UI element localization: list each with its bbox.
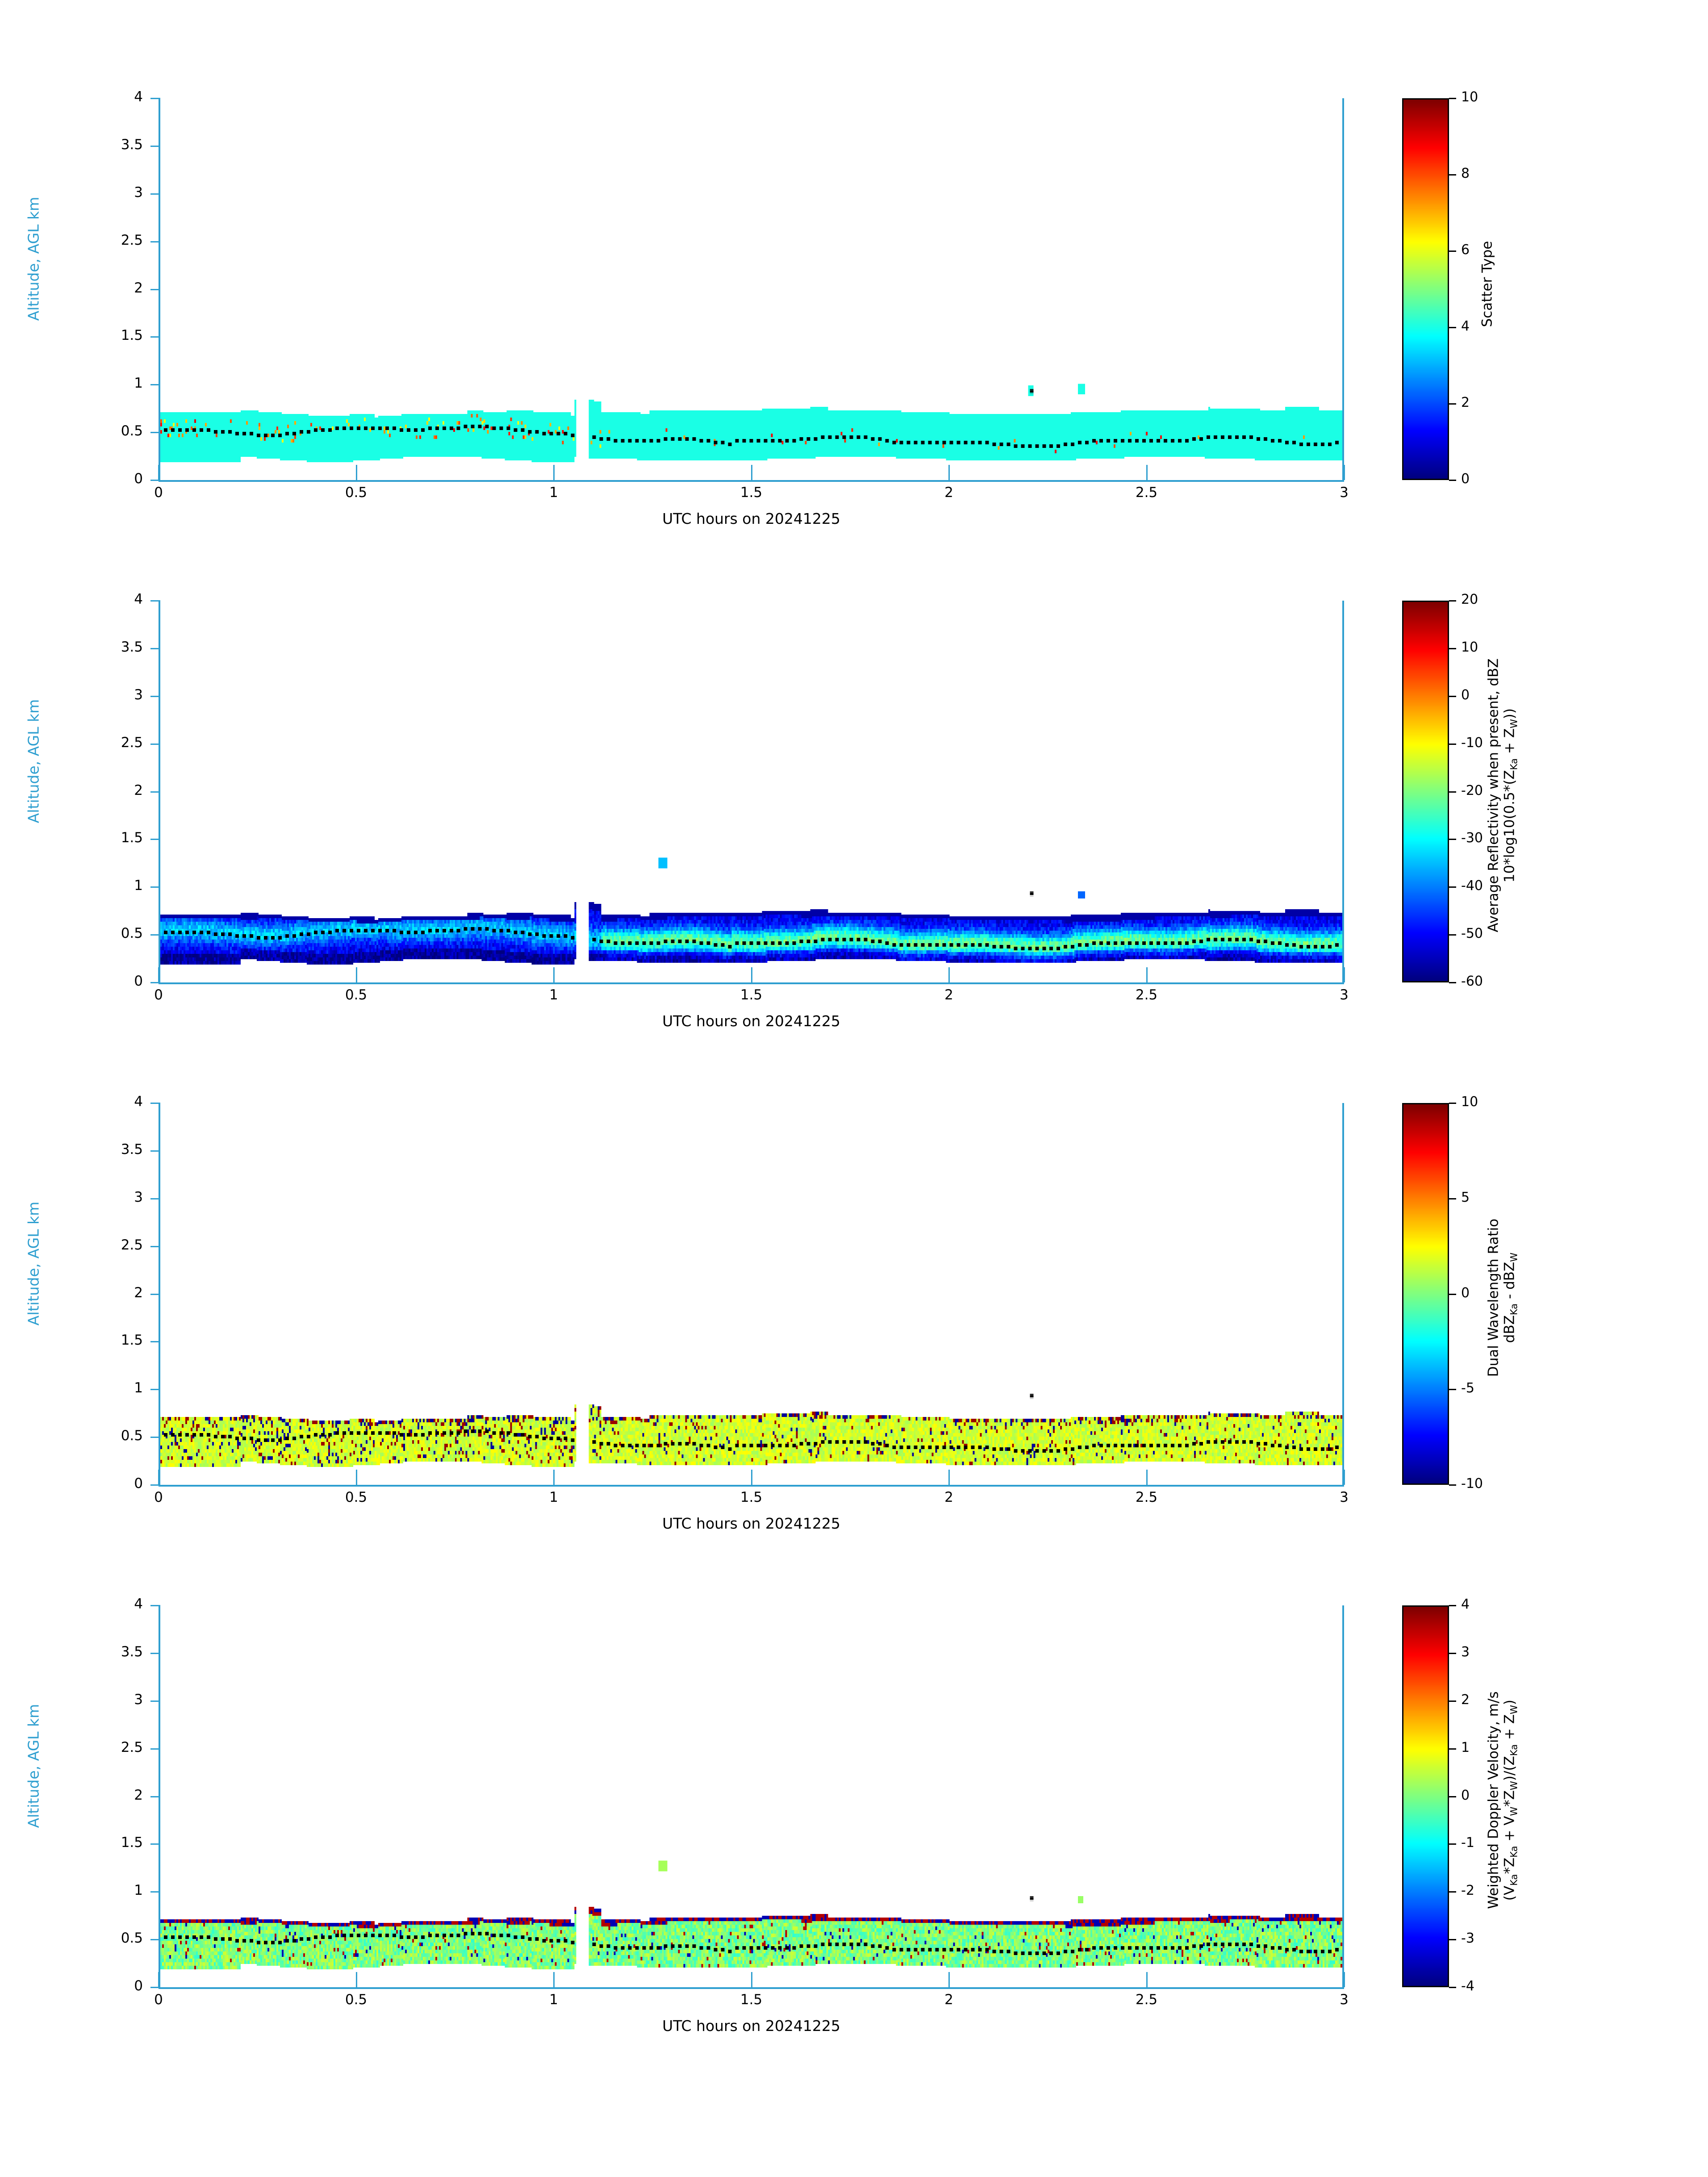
x-tick-label: 1	[549, 1992, 558, 2008]
x-axis-2	[159, 1485, 1344, 1487]
colorbar-tick-label: 3	[1461, 1644, 1470, 1660]
y-tick-label: 1	[134, 1380, 143, 1396]
heatmap-canvas-holder-2	[160, 1103, 1342, 1485]
colorbar-tick	[1449, 1748, 1456, 1750]
colorbar-tick	[1449, 327, 1456, 328]
x-tick-label: 2.5	[1135, 987, 1158, 1003]
panel-scatter-type	[0, 80, 1708, 581]
right-spine-3	[1342, 1605, 1344, 1987]
x-tick	[356, 465, 357, 480]
colorbar-gradient-2	[1403, 1104, 1448, 1483]
colorbar-tick-label: 0	[1461, 1285, 1470, 1301]
x-tick	[1344, 1470, 1345, 1485]
y-tick	[150, 934, 160, 936]
colorbar-tick-label: -3	[1461, 1930, 1474, 1947]
colorbar-tick-label: 0	[1461, 1787, 1470, 1803]
y-tick	[150, 1389, 160, 1390]
x-tick	[751, 465, 752, 480]
heatmap-1	[160, 601, 1342, 982]
colorbar-gradient-3	[1403, 1607, 1448, 1986]
y-tick	[150, 1103, 160, 1104]
colorbar-tick	[1449, 1987, 1456, 1988]
y-tick-label: 0.5	[121, 1930, 143, 1947]
right-spine-0	[1342, 98, 1344, 480]
y-tick	[150, 193, 160, 195]
y-tick	[150, 146, 160, 147]
y-tick-label: 2	[134, 280, 143, 296]
x-tick-label: 1	[549, 987, 558, 1003]
y-tick	[150, 1605, 160, 1606]
y-tick	[150, 744, 160, 745]
colorbar-tick-label: 10	[1461, 639, 1478, 655]
x-tick	[751, 1470, 752, 1485]
colorbar-tick	[1449, 1198, 1456, 1199]
y-tick-label: 0	[134, 1475, 143, 1492]
x-tick	[1146, 967, 1148, 982]
y-tick	[150, 696, 160, 697]
x-axis-label-1: UTC hours on 20241225	[662, 1012, 840, 1030]
x-tick-label: 1.5	[740, 987, 763, 1003]
y-tick	[150, 1150, 160, 1152]
colorbar-tick-label: 1	[1461, 1739, 1470, 1755]
y-tick	[150, 1653, 160, 1654]
colorbar-tick-label: 2	[1461, 395, 1470, 410]
colorbar-tick-label: 2	[1461, 1692, 1470, 1708]
colorbar-tick-label: 10	[1461, 1094, 1478, 1110]
x-tick	[356, 967, 357, 982]
x-tick	[553, 1470, 555, 1485]
x-tick	[1146, 1470, 1148, 1485]
colorbar-tick	[1449, 600, 1456, 602]
x-tick-label: 2.5	[1135, 1992, 1158, 2008]
y-tick	[150, 98, 160, 99]
y-tick-label: 2.5	[121, 1237, 143, 1253]
y-tick-label: 1	[134, 1882, 143, 1899]
y-tick-label: 4	[134, 1094, 143, 1110]
colorbar-tick	[1449, 403, 1456, 405]
colorbar-title-0: Scatter Type	[1479, 241, 1495, 327]
y-tick-label: 0.5	[121, 925, 143, 942]
heatmap-2	[160, 1103, 1342, 1485]
y-tick	[150, 1891, 160, 1893]
heatmap-canvas-holder-0	[160, 98, 1342, 480]
colorbar-tick	[1449, 480, 1456, 481]
colorbar-tick-label: -1	[1461, 1835, 1474, 1851]
x-tick-label: 2	[944, 1992, 953, 2008]
y-tick	[150, 1198, 160, 1199]
colorbar-tick-label: 10	[1461, 89, 1478, 105]
y-tick	[150, 1939, 160, 1940]
colorbar-tick	[1449, 696, 1456, 697]
y-tick-label: 2.5	[121, 734, 143, 751]
x-axis-label-0: UTC hours on 20241225	[662, 510, 840, 527]
colorbar-tick-label: -10	[1461, 1476, 1483, 1492]
colorbar-tick	[1449, 1891, 1456, 1893]
colorbar-tick-label: -20	[1461, 782, 1483, 798]
x-tick	[751, 967, 752, 982]
x-tick	[158, 465, 159, 480]
x-tick	[356, 1972, 357, 1987]
heatmap-canvas-holder-1	[160, 601, 1342, 982]
heatmap-canvas-holder-3	[160, 1605, 1342, 1987]
colorbar-tick	[1449, 1294, 1456, 1295]
x-tick-label: 1	[549, 1489, 558, 1505]
colorbar-2	[1402, 1103, 1449, 1485]
y-tick	[150, 1796, 160, 1797]
y-tick-label: 3.5	[121, 1643, 143, 1660]
x-tick	[553, 465, 555, 480]
x-axis-3	[159, 1987, 1344, 1989]
colorbar-1	[1402, 601, 1449, 982]
x-tick	[948, 465, 950, 480]
y-axis-label-1: Altitude, AGL km	[25, 699, 42, 823]
colorbar-tick-label: -30	[1461, 830, 1483, 846]
x-tick	[1146, 1972, 1148, 1987]
y-tick-label: 3.5	[121, 639, 143, 655]
y-tick	[150, 791, 160, 793]
x-tick	[1344, 967, 1345, 982]
panel-dwr	[0, 1085, 1708, 1585]
x-tick	[158, 1972, 159, 1987]
y-tick	[150, 432, 160, 433]
x-tick	[553, 967, 555, 982]
colorbar-tick-label: -40	[1461, 878, 1483, 894]
colorbar-tick	[1449, 174, 1456, 175]
colorbar-tick	[1449, 98, 1456, 99]
y-axis-label-3: Altitude, AGL km	[25, 1704, 42, 1828]
y-tick	[150, 1843, 160, 1845]
colorbar-tick	[1449, 791, 1456, 793]
y-tick-label: 1	[134, 375, 143, 392]
colorbar-tick	[1449, 1103, 1456, 1104]
y-tick	[150, 1748, 160, 1750]
colorbar-tick	[1449, 982, 1456, 983]
x-tick	[948, 1972, 950, 1987]
colorbar-tick	[1449, 886, 1456, 888]
x-tick-label: 2	[944, 485, 953, 501]
y-tick-label: 0	[134, 1978, 143, 1994]
y-tick-label: 4	[134, 591, 143, 607]
panel-reflectivity	[0, 583, 1708, 1083]
y-tick	[150, 289, 160, 290]
y-tick-label: 3.5	[121, 136, 143, 153]
colorbar-gradient-0	[1403, 100, 1448, 479]
colorbar-tick-label: -5	[1461, 1380, 1474, 1396]
x-tick	[356, 1470, 357, 1485]
y-tick	[150, 886, 160, 888]
y-tick-label: 0.5	[121, 423, 143, 439]
colorbar-gradient-1	[1403, 602, 1448, 981]
colorbar-tick-label: -50	[1461, 926, 1483, 942]
colorbar-tick-label: -60	[1461, 974, 1483, 989]
colorbar-tick	[1449, 251, 1456, 252]
y-tick-label: 0	[134, 973, 143, 989]
colorbar-0	[1402, 98, 1449, 480]
y-tick-label: 2	[134, 1787, 143, 1803]
y-tick-label: 4	[134, 89, 143, 105]
colorbar-tick	[1449, 1939, 1456, 1940]
x-tick-label: 0	[154, 1992, 163, 2008]
y-tick	[150, 839, 160, 840]
x-tick	[948, 967, 950, 982]
x-tick-label: 0	[154, 987, 163, 1003]
x-axis-1	[159, 982, 1344, 984]
colorbar-tick	[1449, 744, 1456, 745]
y-tick	[150, 1437, 160, 1438]
x-tick	[158, 967, 159, 982]
x-tick-label: 2	[944, 1489, 953, 1505]
x-tick-label: 3	[1340, 987, 1349, 1003]
y-tick	[150, 336, 160, 338]
colorbar-tick	[1449, 1843, 1456, 1845]
heatmap-0	[160, 98, 1342, 480]
right-spine-1	[1342, 601, 1344, 982]
y-tick-label: 1.5	[121, 1834, 143, 1851]
x-tick-label: 0	[154, 1489, 163, 1505]
x-tick-label: 3	[1340, 1992, 1349, 2008]
y-tick-label: 2	[134, 1284, 143, 1301]
x-tick-label: 3	[1340, 485, 1349, 501]
colorbar-tick	[1449, 1701, 1456, 1702]
colorbar-tick	[1449, 1605, 1456, 1606]
y-tick-label: 3	[134, 1691, 143, 1708]
colorbar-tick	[1449, 648, 1456, 649]
colorbar-tick-label: 6	[1461, 242, 1470, 258]
y-tick	[150, 1294, 160, 1295]
x-axis-label-2: UTC hours on 20241225	[662, 1515, 840, 1532]
x-tick	[948, 1470, 950, 1485]
x-tick-label: 0.5	[345, 485, 367, 501]
x-tick-label: 3	[1340, 1489, 1349, 1505]
x-tick	[1344, 1972, 1345, 1987]
y-tick	[150, 241, 160, 242]
y-tick-label: 1.5	[121, 830, 143, 846]
colorbar-title-2: Dual Wavelength Ratio dBZ$_{Ka}$ - dBZ$_W$	[1485, 1218, 1520, 1377]
x-axis-label-3: UTC hours on 20241225	[662, 2017, 840, 2035]
colorbar-tick	[1449, 1484, 1456, 1486]
colorbar-tick-label: 0	[1461, 687, 1470, 703]
x-tick-label: 2.5	[1135, 1489, 1158, 1505]
x-tick	[158, 1470, 159, 1485]
colorbar-tick-label: 8	[1461, 166, 1470, 181]
colorbar-tick-label: -2	[1461, 1883, 1474, 1899]
y-tick-label: 3	[134, 1189, 143, 1205]
colorbar-title-3: Weighted Doppler Velocity, m/s $(V_{Ka}*Z_{Ka} + V_W*Z_W)/(Z_{Ka} + Z_W)$	[1485, 1691, 1520, 1909]
y-tick-label: 3.5	[121, 1141, 143, 1157]
y-tick-label: 3	[134, 184, 143, 201]
colorbar-tick-label: 0	[1461, 471, 1470, 487]
colorbar-tick-label: 5	[1461, 1189, 1470, 1205]
x-tick	[1146, 465, 1148, 480]
y-tick-label: 2	[134, 782, 143, 798]
y-tick	[150, 1341, 160, 1342]
x-tick	[553, 1972, 555, 1987]
x-tick-label: 2.5	[1135, 485, 1158, 501]
colorbar-tick-label: -4	[1461, 1978, 1474, 1994]
x-tick	[1344, 465, 1345, 480]
y-tick	[150, 384, 160, 385]
y-tick-label: 1	[134, 877, 143, 894]
y-tick-label: 3	[134, 686, 143, 703]
colorbar-tick	[1449, 1796, 1456, 1797]
colorbar-tick-label: 4	[1461, 318, 1470, 334]
y-tick-label: 0.5	[121, 1428, 143, 1444]
x-tick-label: 0.5	[345, 1489, 367, 1505]
colorbar-tick	[1449, 934, 1456, 936]
x-tick-label: 0	[154, 485, 163, 501]
x-tick-label: 1	[549, 485, 558, 501]
y-tick-label: 1.5	[121, 327, 143, 344]
y-tick	[150, 1701, 160, 1702]
x-tick	[751, 1972, 752, 1987]
panel-doppler	[0, 1588, 1708, 2088]
colorbar-tick-label: -10	[1461, 735, 1483, 751]
heatmap-3	[160, 1605, 1342, 1987]
x-axis-0	[159, 480, 1344, 482]
y-tick-label: 2.5	[121, 232, 143, 248]
colorbar-tick	[1449, 1389, 1456, 1390]
colorbar-tick-label: 4	[1461, 1596, 1470, 1612]
y-tick-label: 2.5	[121, 1739, 143, 1755]
y-tick	[150, 648, 160, 649]
y-tick-label: 0	[134, 471, 143, 487]
colorbar-title-1: Average Reflectivity when present, dBZ $10*\log 10(0.5*(Z_{Ka} + Z_W))$	[1485, 658, 1520, 932]
y-tick-label: 1.5	[121, 1332, 143, 1349]
colorbar-3	[1402, 1605, 1449, 1987]
y-tick	[150, 1246, 160, 1247]
x-tick-label: 1.5	[740, 1992, 763, 2008]
colorbar-tick	[1449, 1653, 1456, 1654]
right-spine-2	[1342, 1103, 1344, 1485]
x-tick-label: 2	[944, 987, 953, 1003]
colorbar-tick-label: 20	[1461, 592, 1478, 607]
y-axis-label-0: Altitude, AGL km	[25, 196, 42, 321]
x-tick-label: 1.5	[740, 485, 763, 501]
x-tick-label: 0.5	[345, 987, 367, 1003]
x-tick-label: 0.5	[345, 1992, 367, 2008]
y-tick	[150, 600, 160, 602]
x-tick-label: 1.5	[740, 1489, 763, 1505]
y-axis-label-2: Altitude, AGL km	[25, 1201, 42, 1326]
colorbar-tick	[1449, 839, 1456, 840]
y-tick-label: 4	[134, 1596, 143, 1612]
